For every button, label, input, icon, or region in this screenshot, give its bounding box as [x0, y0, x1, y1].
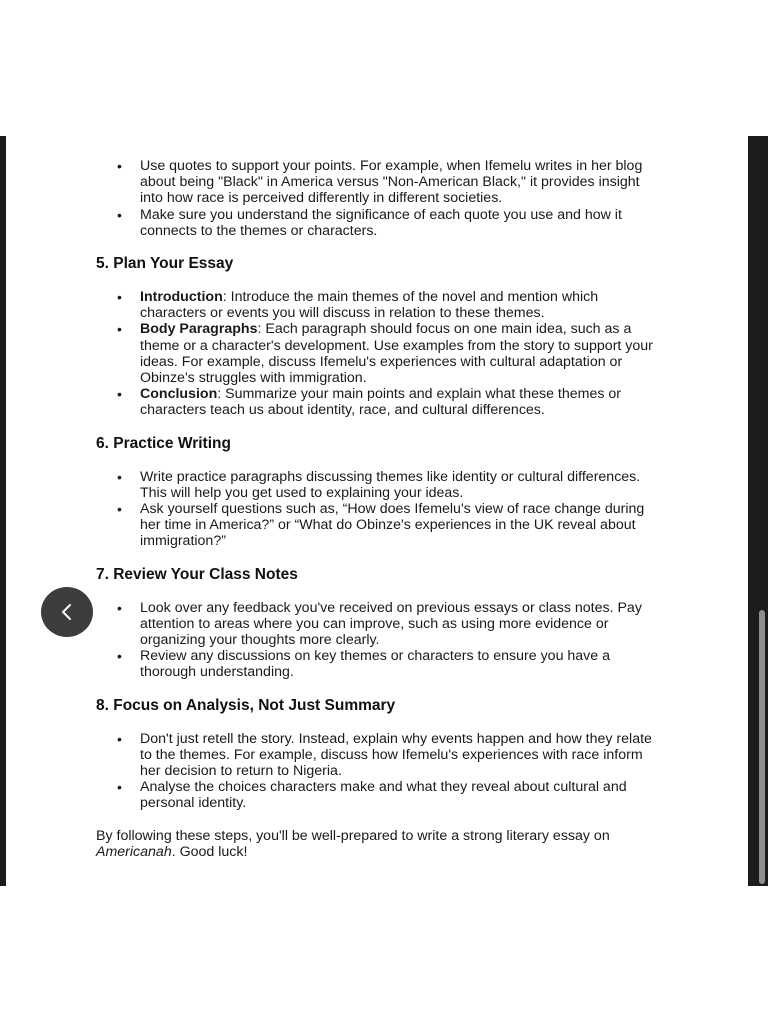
- section-plan-your-essay: [96, 255, 666, 419]
- item-label: Introduction: [140, 289, 223, 306]
- section-heading: 8. Focus on Analysis, Not Just Summary: [96, 696, 396, 714]
- item-label: Conclusion: [140, 386, 218, 403]
- item-text: : Each paragraph should focus on one main idea, such as a theme or a character's development. Use examples from the story to support your ideas. For example, discuss Ifemelu's experiences with cultural adaptation or Obinze's struggles with immigration.: [140, 321, 653, 387]
- list-item: [96, 386, 666, 418]
- item-text: : Introduce the main themes of the novel and mention which characters or events you will discuss in relation to these themes.: [140, 289, 599, 322]
- list-item: • Review any discussions on key themes or characters to ensure you have a thorough understanding.: [96, 648, 666, 680]
- item-text: : Summarize your main points and explain what these themes or characters teach us about identity, race, and cultural differences.: [140, 386, 622, 419]
- book-title: Americanah: [96, 843, 172, 860]
- list-item: • Ask yourself questions such as, “How does Ifemelu's view of race change during her time in America?” or “What do Obinze's experiences in the UK reveal about immigration?”: [96, 501, 666, 550]
- bullet-list: [96, 600, 666, 681]
- section-heading: 7. Review Your Class Notes: [96, 565, 298, 583]
- document-page: [96, 158, 666, 874]
- list-item: • Don't just retell the story. Instead, explain why events happen and how they relate to the themes. For example, discuss how Ifemelu's experiences with race inform her decision to return to Nigeria.: [96, 731, 666, 780]
- back-button[interactable]: [41, 587, 93, 637]
- bullet-list: [96, 731, 666, 812]
- list-item: • Make sure you understand the significance of each quote you use and how it connects to the themes or characters.: [96, 207, 666, 239]
- bullet-list: [96, 289, 666, 419]
- section-practice-writing: [96, 435, 666, 550]
- section-heading: 5. Plan Your Essay: [96, 255, 234, 273]
- intro-bullet-list: [96, 158, 666, 239]
- left-frame-edge: [0, 136, 6, 886]
- bullet-list: [96, 469, 666, 550]
- list-item: [96, 289, 666, 321]
- section-focus-on-analysis: [96, 697, 666, 812]
- list-item: • Use quotes to support your points. For example, when Ifemelu writes in her blog about being "Black" in America versus "Non-American Black," it provides insight into how race is perceived differently in different societies.: [96, 158, 666, 207]
- closing-text: By following these steps, you'll be well-prepared to write a strong literary essay on: [96, 827, 610, 844]
- section-heading: 6. Practice Writing: [96, 434, 231, 452]
- scrollbar-thumb[interactable]: [759, 610, 765, 884]
- closing-text-end: . Good luck!: [171, 843, 248, 860]
- list-item: [96, 321, 666, 386]
- section-review-class-notes: [96, 566, 666, 681]
- right-frame-edge: [748, 136, 768, 886]
- list-item: • Write practice paragraphs discussing themes like identity or cultural differences. This will help you get used to explaining your ideas.: [96, 469, 666, 501]
- list-item: • Analyse the choices characters make and what they reveal about cultural and personal identity.: [96, 779, 666, 811]
- closing-paragraph: [96, 828, 666, 860]
- item-label: Body Paragraphs: [140, 321, 258, 338]
- chevron-left-icon: [60, 603, 74, 621]
- list-item: • Look over any feedback you've received on previous essays or class notes. Pay attention to areas where you can improve, such as using more evidence or organizing your thoughts more clearly.: [96, 600, 666, 649]
